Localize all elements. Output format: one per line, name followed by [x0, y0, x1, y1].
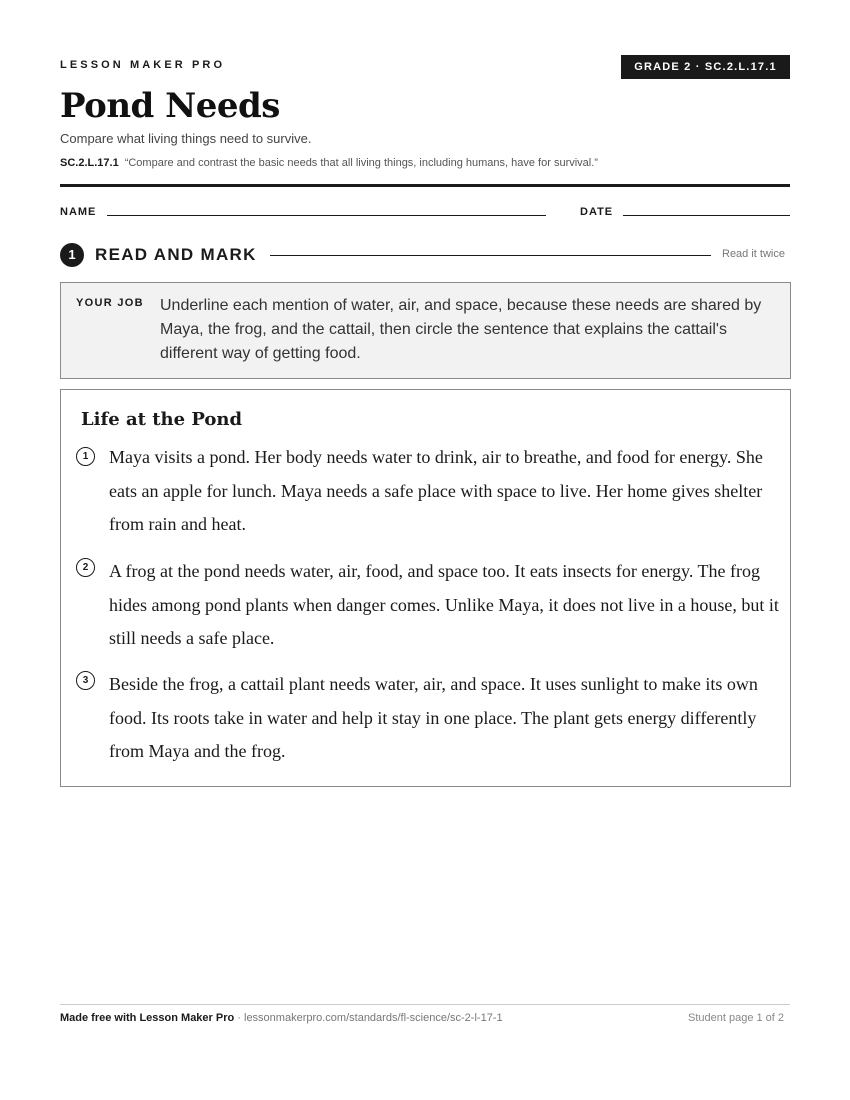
grade-badge: GRADE 2 · SC.2.L.17.1: [621, 55, 790, 79]
your-job-box: [60, 282, 791, 379]
footer-divider: [60, 1004, 790, 1005]
name-field[interactable]: [107, 215, 546, 216]
section-number-badge: 1: [60, 243, 84, 267]
section-hint: Read it twice: [722, 248, 785, 260]
your-job-label: YOUR JOB: [76, 297, 144, 309]
your-job-instructions: Underline each mention of water, air, and space, because these needs are shared by Maya, the frog, and the cattail, then circle the sentence that explains the cattail's different way of getting food.: [160, 297, 762, 362]
paragraph-3: Beside the frog, a cattail plant needs water, air, and space. It uses sunlight to make its own food. Its roots take in water and help it stay in one place. The plant gets energy differently from Maya and the frog.: [109, 674, 758, 762]
paragraph-2: A frog at the pond needs water, air, food, and space too. It eats insects for energy. The frog hides among pond plants when danger comes. Unlike Maya, it does not live in a house, but it still needs a safe place.: [109, 561, 779, 649]
section-divider: [270, 255, 711, 256]
header-divider: [60, 184, 790, 187]
footer-brand: Made free with Lesson Maker Pro: [60, 1012, 235, 1024]
standard-line: [60, 157, 598, 169]
footer-credit: [60, 1012, 503, 1024]
page-title: Pond Needs: [60, 86, 280, 126]
brand-name: LESSON MAKER PRO: [60, 59, 226, 71]
page-subtitle: Compare what living things need to survive.: [60, 131, 312, 146]
paragraph-number-2: 2: [76, 558, 95, 577]
section-title: READ AND MARK: [95, 245, 257, 264]
standard-code: SC.2.L.17.1: [60, 157, 119, 169]
footer-page-number: Student page 1 of 2: [688, 1012, 785, 1024]
paragraph-number-1: 1: [76, 447, 95, 466]
footer-url[interactable]: · lessonmakerpro.com/standards/fl-science/sc-2-l-17-1: [234, 1012, 503, 1024]
date-label: DATE: [580, 206, 614, 218]
paragraph-number-3: 3: [76, 671, 95, 690]
standard-text: “Compare and contrast the basic needs that all living things, including humans, have for survival.”: [124, 157, 598, 169]
reading-passage: [60, 389, 791, 787]
passage-title: Life at the Pond: [81, 409, 243, 430]
paragraph-1: Maya visits a pond. Her body needs water to drink, air to breathe, and food for energy. She eats an apple for lunch. Maya needs a safe place with space to live. Her home gives shelter from rain and heat.: [109, 447, 763, 535]
date-field[interactable]: [623, 215, 790, 216]
name-label: NAME: [60, 206, 97, 218]
